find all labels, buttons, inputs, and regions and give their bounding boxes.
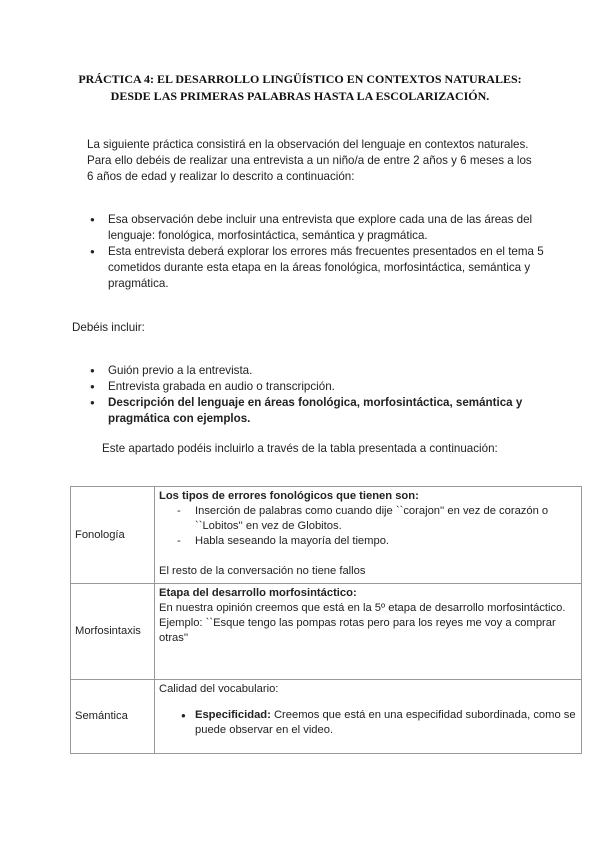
include-heading: Debéis incluir: [72,321,145,334]
fonologia-heading: Los tipos de errores fonológicos que tienen son: [159,490,419,502]
list-item: ● Esa observación debe incluir una entrevista que explore cada una de las áreas del lenguaje: fonológica, morfosintáctica, semántica y pragmática. [90,212,545,244]
morfosintaxis-label: Morfosintaxis [71,584,155,680]
fonologia-cell [155,487,582,584]
morfosintaxis-cell [155,584,582,680]
title-line-2: DESDE LAS PRIMERAS PALABRAS HASTA LA ESCOLARIZACIÓN. [110,89,490,103]
table-row [71,584,582,680]
fonologia-label: Fonología [71,487,155,584]
morfosintaxis-heading: Etapa del desarrollo morfosintáctico: [159,587,357,599]
list-item: ● Guión previo a la entrevista. [90,363,545,379]
list-item: ● Descripción del lenguaje en áreas fonológica, morfosintáctica, semántica y pragmática con ejemplos. [90,395,545,427]
requirements-list [90,212,545,292]
title-line-1: PRÁCTICA 4: EL DESARROLLO LINGÜÍSTICO EN CONTEXTOS NATURALES: [78,72,522,86]
table-row [71,680,582,754]
semantica-label: Semántica [71,680,155,754]
table-intro: Este apartado podéis incluirlo a través de la tabla presentada a continuación: [102,442,498,455]
list-item: ● Esta entrevista deberá explorar los errores más frecuentes presentados en el tema 5 cometidos durante esta etapa en la áreas fonológica, morfosintáctica, semántica y pragmática. [90,244,545,292]
page-title [60,71,540,105]
list-item: - Habla seseando la mayoría del tiempo. [177,534,577,549]
list-item [181,708,577,738]
table-row [71,487,582,584]
especificidad-term: Especificidad: [195,709,271,721]
morfosintaxis-text: En nuestra opinión creemos que está en la 5º etapa de desarrollo morfosintáctico. [159,602,566,614]
semantica-intro: Calidad del vocabulario: [159,683,279,695]
semantica-cell [155,680,582,754]
list-item: ● Entrevista grabada en audio o transcripción. [90,379,545,395]
include-list [90,363,545,427]
morfosintaxis-example: Ejemplo: ``Esque tengo las pompas rotas pero para los reyes me voy a comprar otras'' [159,617,556,644]
analysis-table [70,486,582,754]
fonologia-list [159,504,577,549]
intro-paragraph: La siguiente práctica consistirá en la observación del lenguaje en contextos naturales. Para ello debéis de realizar una entrevista a un niño/a de entre 2 años y 6 meses a los 6 años de edad y realizar lo descrito a continuación: [87,138,532,183]
semantica-list [159,708,577,738]
especificidad-text: Creemos que está en una especifidad subordinada, como se puede observar en el video. [195,709,576,736]
fonologia-footer: El resto de la conversación no tiene fallos [159,565,366,577]
list-item: - Inserción de palabras como cuando dije ``corajon'' en vez de corazón o ``Lobitos'' en vez de Globitos. [177,504,577,534]
